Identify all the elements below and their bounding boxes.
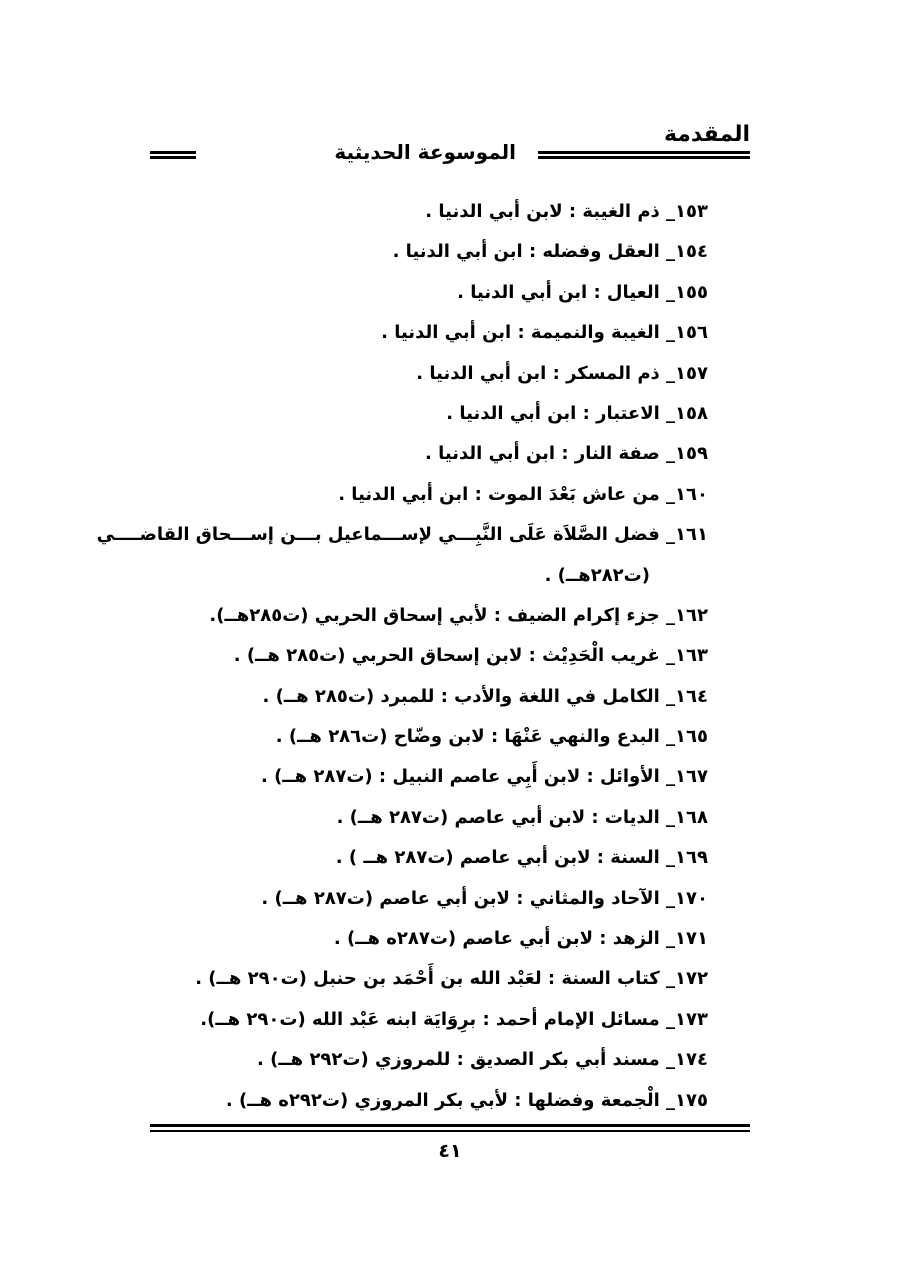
- list-item: ١٦٣_ غريب الْحَدِيْث : لابن إسحاق الحربي (ت٢٨٥ هــ) .: [233, 645, 708, 667]
- header-rule-left: [150, 151, 196, 159]
- list-item: ١٦٩_ السنة : لابن أبي عاصم (ت٢٨٧ هــ ) .: [335, 847, 708, 869]
- list-item: ١٦٥_ البدع والنهي عَنْهَا : لابن وضّاح (ت٢٨٦ هــ) .: [275, 726, 708, 748]
- list-item: ١٥٣_ ذم الغيبة : لابن أبي الدنيا .: [425, 201, 708, 222]
- list-item-continuation: (ت٢٨٢هــ) .: [544, 564, 650, 586]
- header-rule-right: [538, 151, 750, 159]
- list-item: ١٥٤_ العقل وفضله : ابن أبي الدنيا .: [392, 241, 708, 263]
- list-item: ١٧٢_ كتاب السنة : لعَبْد الله بن أَحْمَد بن حنبل (ت٢٩٠ هــ) .: [195, 968, 708, 990]
- list-item: ١٥٦_ الغيبة والنميمة : ابن أبي الدنيا .: [381, 322, 708, 344]
- list-item: ١٦٤_ الكامل في اللغة والأدب : للمبرد (ت٢٨٥ هــ) .: [262, 685, 708, 707]
- list-item: ١٧٣_ مسائل الإمام أحمد : برِوَايَة ابنه عَبْد الله (ت٢٩٠ هــ).: [200, 1008, 708, 1030]
- book-title: الموسوعة الحديثية: [334, 140, 516, 164]
- list-item: ١٥٧_ ذم المسكر : ابن أبي الدنيا .: [416, 362, 708, 384]
- list-item: ١٧٥_ الْجمعة وفضلها : لأبي بكر المروزي (ت٢٩٢ه هــ) .: [225, 1089, 708, 1111]
- list-item: ١٧١_ الزهد : لابن أبي عاصم (ت٢٨٧ه هــ) .: [333, 928, 708, 950]
- list-item: ١٥٩_ صفة النار : ابن أبي الدنيا .: [425, 443, 708, 465]
- list-item: ١٧٠_ الآحاد والمثاني : لابن أبي عاصم (ت٢٨٧ هــ) .: [261, 887, 708, 909]
- list-item: ١٦٢_ جزء إكرام الضيف : لأبي إسحاق الحربي (ت٢٨٥هــ).: [209, 604, 708, 626]
- list-item: ١٦٠_ من عاش بَعْدَ الموت : ابن أبي الدنيا .: [338, 483, 708, 505]
- section-title: المقدمة: [663, 122, 750, 147]
- list-item: ١٦٨_ الديات : لابن أبي عاصم (ت٢٨٧ هــ) .: [336, 806, 708, 828]
- list-item: ١٧٤_ مسند أبي بكر الصديق : للمروزي (ت٢٩٢ هــ) .: [257, 1049, 708, 1071]
- page-number: ٤١: [438, 1140, 462, 1162]
- list-item: ١٥٨_ الاعتبار : ابن أبي الدنيا .: [446, 402, 708, 424]
- footer-rule: [150, 1124, 750, 1132]
- list-item: ١٦١_ فضل الصَّلاَة عَلَى النَّبِـــي لإســـماعيل بـــن إســـحاق القاضــــي: [96, 524, 708, 546]
- bibliography-list: [96, 192, 708, 1121]
- list-item: ١٦٧_ الأوائل : لابن أَبِي عاصم النبيل : (ت٢٨٧ هــ) .: [260, 766, 708, 788]
- list-item: ١٥٥_ العيال : ابن أبي الدنيا .: [457, 281, 708, 303]
